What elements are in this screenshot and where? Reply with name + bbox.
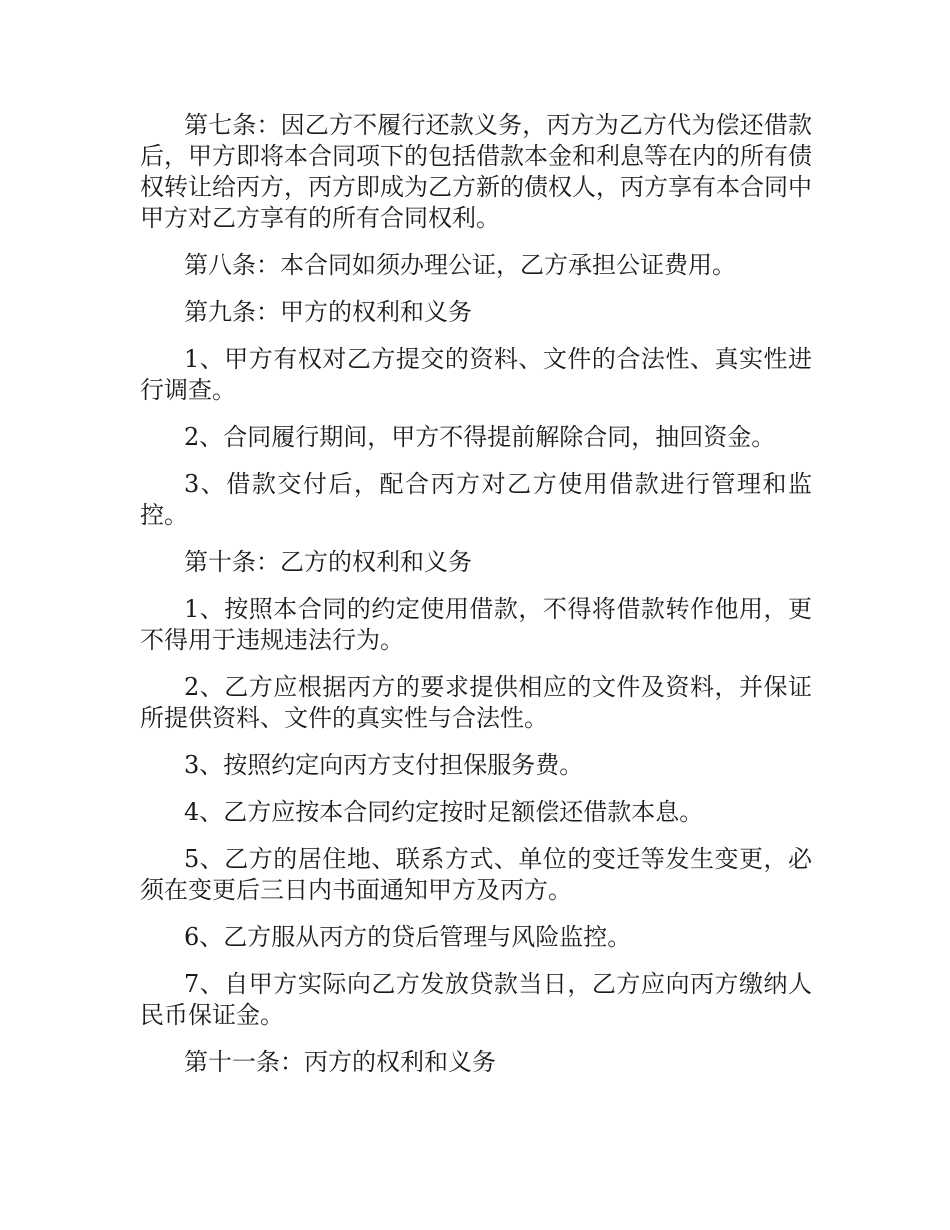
article-10-item-6: 6、乙方服从丙方的贷后管理与风险监控。	[184, 923, 632, 951]
article-10-item-4: 4、乙方应按本合同约定按时足额偿还借款本息。	[184, 798, 704, 826]
article-8-paragraph: 第八条：本合同如须办理公证，乙方承担公证费用。	[184, 251, 736, 279]
article-7-paragraph: 第七条：因乙方不履行还款义务，丙方为乙方代为偿还借款后，甲方即将本合同项下的包括借款本金和利息等在内的所有债权转让给丙方，丙方即成为乙方新的债权人，丙方享有本合同中甲方对乙方享有的所有合同权利。	[140, 111, 812, 232]
article-10-heading: 第十条：乙方的权利和义务	[184, 548, 472, 576]
article-10-item-3: 3、按照约定向丙方支付担保服务费。	[184, 751, 584, 779]
article-10-item-7: 7、自甲方实际向乙方发放贷款当日，乙方应向丙方缴纳人民币保证金。	[140, 970, 812, 1029]
document-page	[140, 110, 812, 1094]
article-9-item-3: 3、借款交付后，配合丙方对乙方使用借款进行管理和监控。	[140, 470, 812, 529]
article-10-item-5: 5、乙方的居住地、联系方式、单位的变迁等发生变更，必须在变更后三日内书面通知甲方及丙方。	[140, 845, 812, 904]
article-9-item-1: 1、甲方有权对乙方提交的资料、文件的合法性、真实性进行调查。	[140, 345, 812, 404]
article-10-item-1: 1、按照本合同的约定使用借款，不得将借款转作他用，更不得用于违规违法行为。	[140, 595, 812, 654]
article-9-item-2: 2、合同履行期间，甲方不得提前解除合同，抽回资金。	[184, 423, 776, 451]
article-9-heading: 第九条：甲方的权利和义务	[184, 298, 472, 326]
article-10-item-2: 2、乙方应根据丙方的要求提供相应的文件及资料，并保证所提供资料、文件的真实性与合法性。	[140, 673, 812, 732]
article-11-heading: 第十一条：丙方的权利和义务	[184, 1048, 496, 1076]
